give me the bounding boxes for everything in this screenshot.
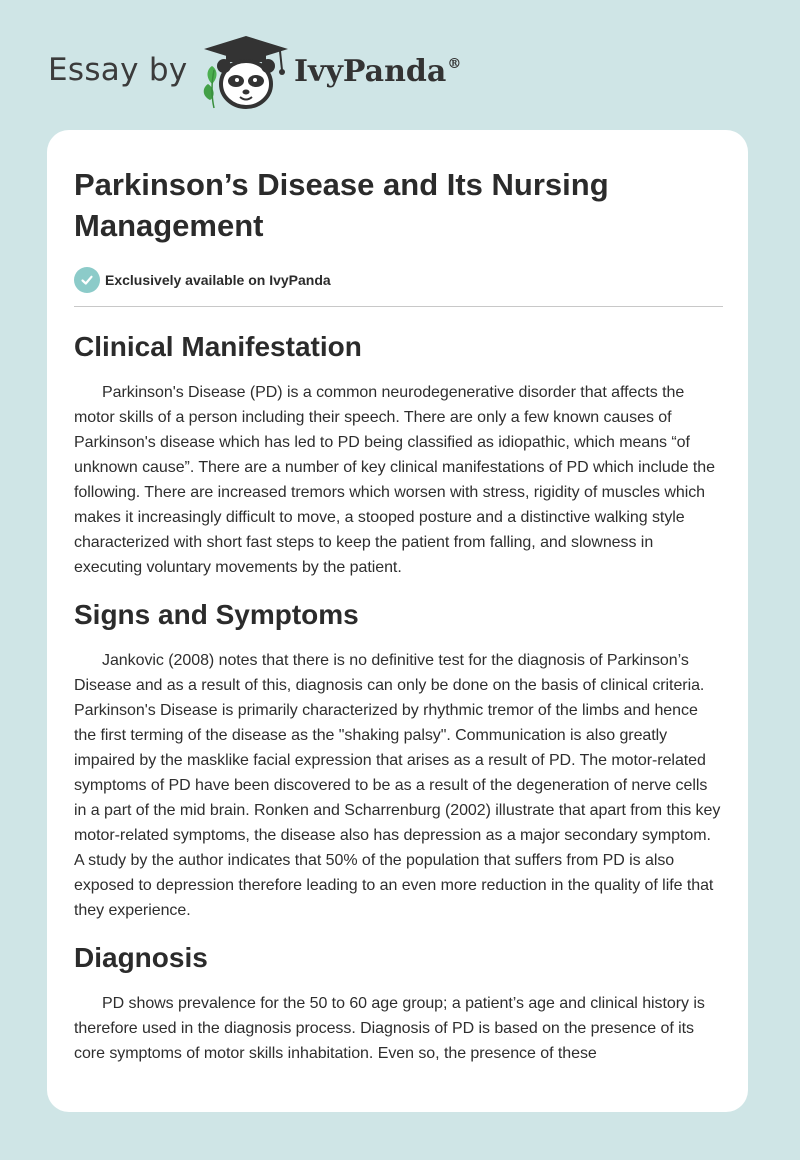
essay-card: [47, 130, 748, 1112]
section-paragraph-signs-and-symptoms: Jankovic (2008) notes that there is no definitive test for the diagnosis of Parkinson’s Disease and as a result of this, diagnosis can only be done on the basis of clinical criteria. Parkinson's Disease is primarily characterized by rhythmic tremor of the limbs and hence the first terming of the disease as the "shaking palsy". Communication is also greatly impaired by the masklike facial expression that arises as a result of PD. The motor-related symptoms of PD have been discovered to be as a result of the degeneration of nerve cells in a part of the mid brain. Ronken and Scharrenburg (2002) illustrate that apart from this key motor-related symptoms, the disease also has depression as a major secondary symptom. A study by the author indicates that 50% of the population that suffers from PD is also exposed to depression therefore leading to an even more reduction in the quality of life that they experience.: [74, 652, 721, 919]
section-paragraph-clinical-manifestation: Parkinson's Disease (PD) is a common neurodegenerative disorder that affects the motor skills of a person including their speech. There are only a few known causes of Parkinson's disease which has led to PD being classified as idiopathic, which means “of unknown cause”. There are a number of key clinical manifestations of PD which include the following. There are increased tremors which worsen with stress, rigidity of muscles which makes it increasingly difficult to move, a stooped posture and a distinctive walking style characterized with short fast steps to keep the patient from falling, and slowness in executing voluntary movements by the patient.: [74, 384, 715, 576]
site-header: [48, 30, 548, 110]
brand-name-text: IvyPanda: [294, 54, 447, 89]
section-heading-signs-and-symptoms: Signs and Symptoms: [74, 599, 359, 630]
title-divider: [74, 306, 723, 307]
section-heading-diagnosis: Diagnosis: [74, 942, 208, 973]
section-heading-clinical-manifestation: Clinical Manifestation: [74, 331, 362, 362]
essay-by-label: Essay by: [48, 52, 188, 88]
panda-graduate-icon[interactable]: [200, 34, 292, 110]
check-icon: [74, 267, 100, 293]
essay-title: Parkinson’s Disease and Its Nursing Management: [74, 167, 609, 243]
exclusive-badge-label: Exclusively available on IvyPanda: [105, 272, 331, 288]
section-paragraph-diagnosis: PD shows prevalence for the 50 to 60 age group; a patient’s age and clinical history is therefore used in the diagnosis process. Diagnosis of PD is based on the presence of its core symptoms of motor skills inhabitation. Even so, the presence of these: [74, 995, 705, 1062]
essay-content: [74, 164, 724, 1066]
exclusive-badge: [74, 266, 724, 294]
registered-mark: ®: [447, 56, 462, 72]
brand-name[interactable]: [294, 54, 461, 89]
